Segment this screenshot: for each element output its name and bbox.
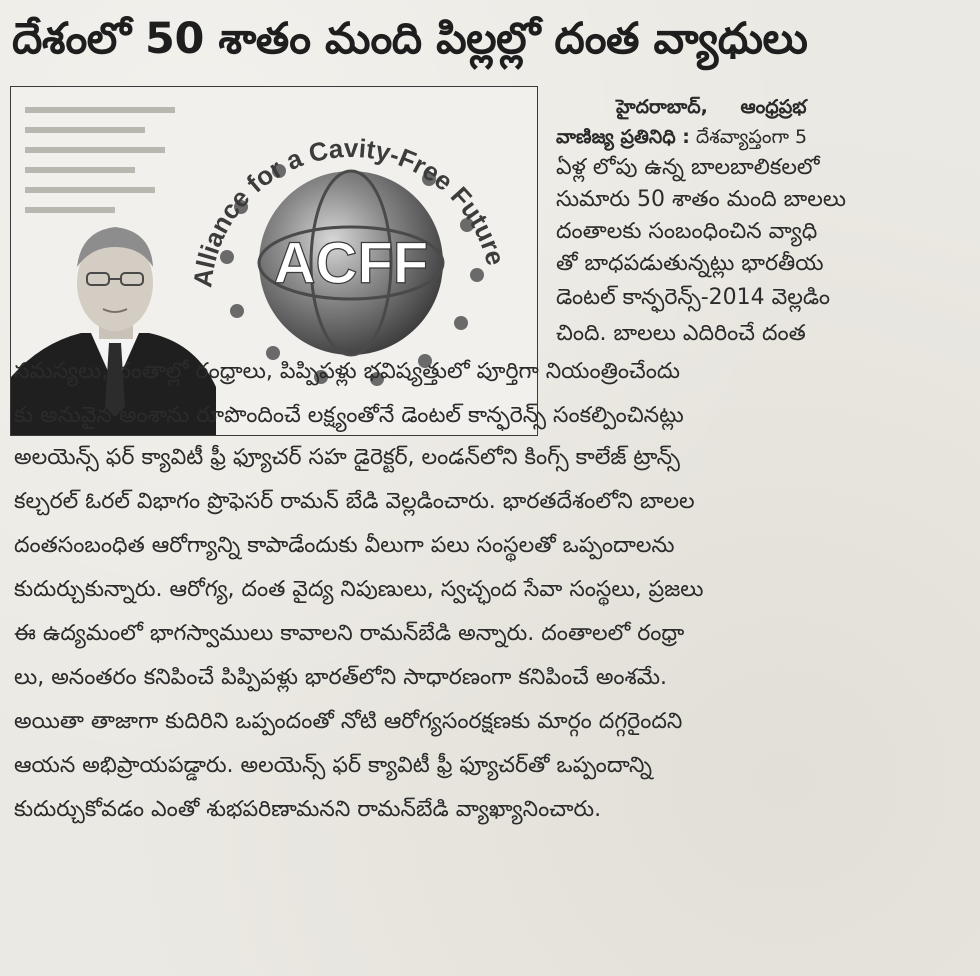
body-line-wide: లు, అనంతరం కనిపించే పిప్పిపళ్లు భారత్‌లోని సాధారణంగా కనిపించే అంశమే.: [14, 665, 667, 690]
byline: వాణిజ్య ప్రతినిధి :: [556, 126, 690, 148]
headline: దేశంలో 50 శాతం మంది పిల్లల్లో దంత వ్యాధులు: [12, 14, 808, 64]
body-line-wide: కల్చరల్ ఓరల్ విభాగం ప్రొఫెసర్ రామన్ బేడి వెల్లడించారు. భారతదేశంలోని బాలల: [14, 489, 695, 514]
logo-arc-text: Alliance for a Cavity-Free Future: [187, 132, 512, 289]
byline-row: [556, 122, 972, 152]
body-line-narrow: దేశవ్యాప్తంగా 5: [695, 126, 808, 148]
dateline: [556, 92, 972, 122]
body-line-wide: అలయెన్స్ ఫర్ క్యావిటీ ఫ్రీ ఫ్యూచర్ సహ డైరెక్టర్, లండన్‌లోని కింగ్స్ కాలేజ్ ట్రాన్స్: [14, 445, 680, 470]
body-line-wide: అయితా తాజాగా కుదిరిని ఒప్పందంతో నోటి ఆరోగ్యసంరక్షణకు మార్గం దగ్గరైందని: [14, 709, 683, 734]
body-line-wide: దంతసంబంధిత ఆరోగ్యాన్ని కాపాడేందుకు వీలుగా పలు సంస్థలతో ఒప్పందాలను: [14, 533, 675, 558]
background-text-bleed: [25, 107, 175, 213]
acff-logo: [187, 133, 511, 386]
body-line-wide: సమస్యలు, దంతాల్లో రంధ్రాలు, పిప్పిపళ్లు భవిష్యత్తులో పూర్తిగా నియంత్రించేందు: [14, 359, 681, 384]
body-line-narrow: చింది. బాలలు ఎదిరించే దంత: [556, 321, 806, 346]
body-line-wide: ఈ ఉద్యమంలో భాగస్వాములు కావాలని రామన్‌బేడి అన్నారు. దంతాలలో రంధ్రా: [14, 621, 685, 646]
dateline-paper: ఆంధ్రప్రభ: [740, 96, 807, 118]
body-line-wide: కుదుర్చుకోవడం ఎంతో శుభపరిణామనని రామన్‌బేడి వ్యాఖ్యానించారు.: [14, 797, 602, 822]
body-line-narrow: డెంటల్ కాన్ఫరెన్స్-2014 వెల్లడిం: [556, 285, 830, 310]
body-line-narrow: తో బాధపడుతున్నట్లు భారతీయ: [556, 251, 824, 276]
body-line-narrow: సుమారు 50 శాతం మంది బాలలు: [556, 187, 847, 212]
body-line-narrow: దంతాలకు సంబంధించిన వ్యాధి: [556, 219, 818, 244]
body-line-wide: కు అనువైన అంశాను రూపొందించే లక్ష్యంతోనే డెంటల్ కాన్ఫరెన్స్ సంకల్పించినట్లు: [14, 403, 684, 428]
body-line-wide: ఆయన అభిప్రాయపడ్డారు. అలయెన్స్ ఫర్ క్యావిటీ ఫ్రీ ఫ్యూచర్‌తో ఒప్పందాన్ని: [14, 753, 652, 778]
body-line-wide: కుదుర్చుకున్నారు. ఆరోగ్య, దంత వైద్య నిపుణులు, స్వచ్ఛంద సేవా సంస్థలు, ప్రజలు: [14, 577, 704, 602]
body-line-narrow: ఏళ్ల లోపు ఉన్న బాలబాలికలలో: [556, 155, 820, 180]
dateline-city: హైదరాబాద్,: [616, 96, 708, 118]
logo-center-text: ACFF: [273, 231, 429, 296]
